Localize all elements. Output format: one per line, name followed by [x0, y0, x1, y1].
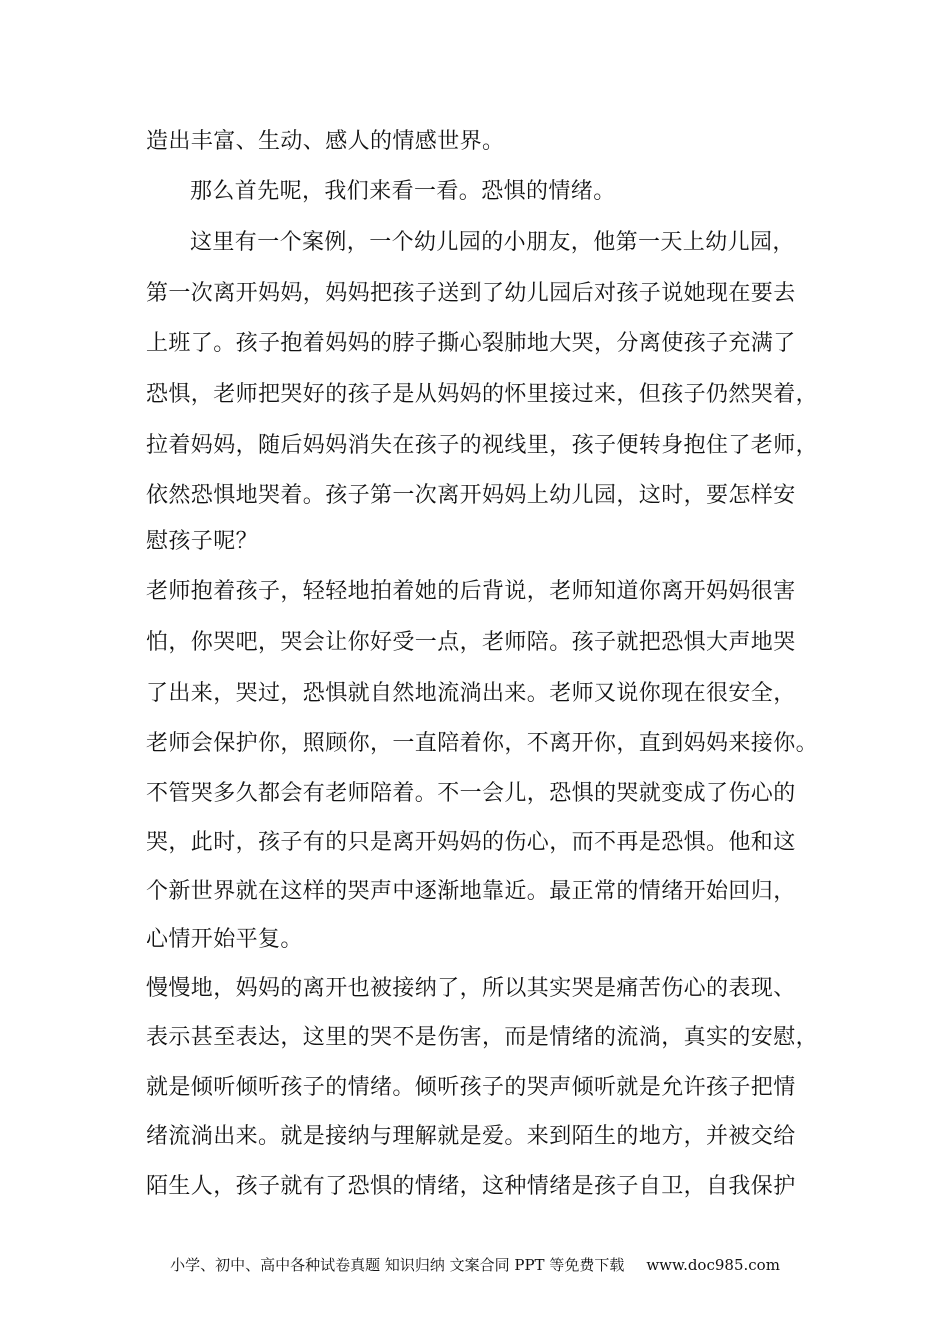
text-line: 绪流淌出来。就是接纳与理解就是爱。来到陌生的地方，并被交给 [146, 1124, 796, 1149]
text-line: 慰孩子呢？ [146, 529, 259, 554]
text-line: 哭，此时，孩子有的只是离开妈妈的伤心，而不再是恐惧。他和这 [146, 830, 796, 855]
text-line: 恐惧，老师把哭好的孩子是从妈妈的怀里接过来，但孩子仍然哭着， [146, 382, 819, 407]
footer-text: 小学、初中、高中各种试卷真题 知识归纳 文案合同 PPT 等免费下载 [170, 1256, 625, 1274]
page-footer [0, 1255, 950, 1275]
text-line: 老师会保护你，照顾你，一直陪着你，不离开你，直到妈妈来接你。 [146, 731, 819, 756]
text-line: 心情开始平复。 [146, 927, 303, 952]
text-line: 依然恐惧地哭着。孩子第一次离开妈妈上幼儿园，这时，要怎样安 [146, 483, 796, 508]
text-line: 慢慢地，妈妈的离开也被接纳了，所以其实哭是痛苦伤心的表现、 [146, 976, 796, 1001]
text-line: 不管哭多久都会有老师陪着。不一会儿，恐惧的哭就变成了伤心的 [146, 781, 796, 806]
text-line: 怕，你哭吧，哭会让你好受一点，老师陪。孩子就把恐惧大声地哭 [146, 630, 796, 655]
text-line: 这里有一个案例，一个幼儿园的小朋友，他第一天上幼儿园， [190, 230, 795, 255]
text-line: 第一次离开妈妈，妈妈把孩子送到了幼儿园后对孩子说她现在要去 [146, 281, 796, 306]
footer-url[interactable]: www.doc985.com [646, 1256, 780, 1274]
text-line: 陌生人，孩子就有了恐惧的情绪，这种情绪是孩子自卫，自我保护 [146, 1174, 796, 1199]
text-line: 上班了。孩子抱着妈妈的脖子撕心裂肺地大哭，分离使孩子充满了 [146, 331, 796, 356]
text-line: 就是倾听倾听孩子的情绪。倾听孩子的哭声倾听就是允许孩子把情 [146, 1075, 796, 1100]
text-line: 造出丰富、生动、感人的情感世界。 [146, 129, 505, 154]
text-line: 那么首先呢，我们来看一看。恐惧的情绪。 [190, 179, 616, 204]
text-line: 老师抱着孩子，轻轻地拍着她的后背说，老师知道你离开妈妈很害 [146, 579, 796, 604]
text-line: 拉着妈妈，随后妈妈消失在孩子的视线里，孩子便转身抱住了老师， [146, 433, 819, 458]
text-line: 了出来，哭过，恐惧就自然地流淌出来。老师又说你现在很安全， [146, 681, 796, 706]
text-line: 个新世界就在这样的哭声中逐渐地靠近。最正常的情绪开始回归， [146, 879, 796, 904]
text-line: 表示甚至表达，这里的哭不是伤害，而是情绪的流淌，真实的安慰， [146, 1025, 819, 1050]
